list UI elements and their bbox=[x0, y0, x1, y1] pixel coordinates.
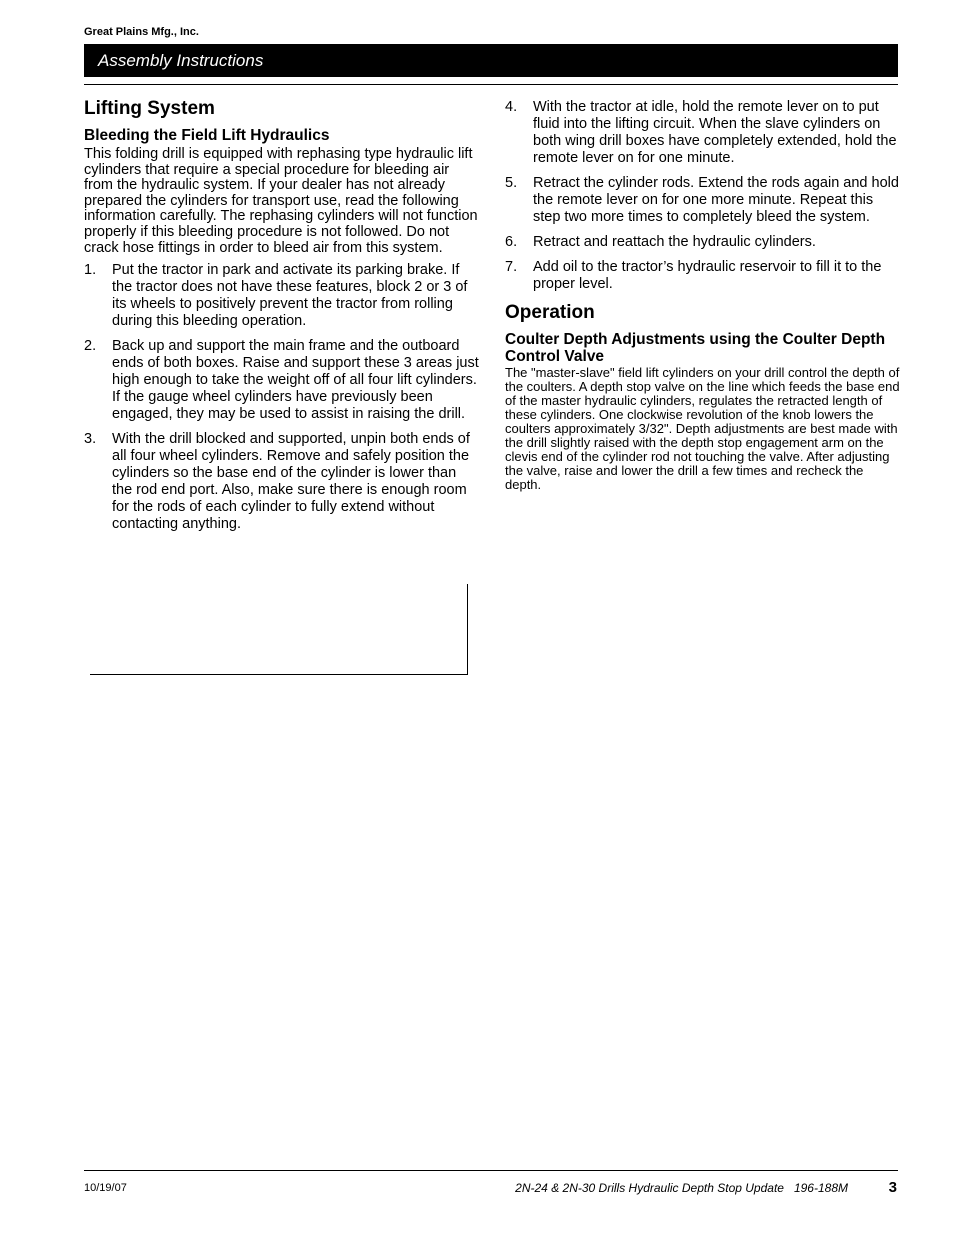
list-item bbox=[84, 262, 480, 330]
step-number: 3. bbox=[84, 431, 97, 448]
figure-box-border-right bbox=[467, 584, 468, 674]
company-name: Great Plains Mfg., Inc. bbox=[84, 26, 199, 38]
left-column bbox=[84, 97, 480, 541]
step-number: 5. bbox=[505, 175, 518, 191]
step-text: Back up and support the main frame and the outboard ends of both boxes. Raise and support these 3 areas just high enough to take the weight off of all four lift cylinders. If the gauge wheel cylinders have previously been engaged, they may be used to assist in raising the drill. bbox=[112, 338, 479, 423]
step-text: Retract the cylinder rods. Extend the rods again and hold the remote lever on for one more minute. Repeat this step two more times to completely bleed the system. bbox=[533, 175, 899, 225]
step-number: 4. bbox=[505, 99, 518, 115]
list-item bbox=[505, 175, 900, 226]
step-text: Put the tractor in park and activate its parking brake. If the tractor does not have these features, block 2 or 3 of its wheels to positively prevent the tractor from rolling during this bleeding operation. bbox=[112, 262, 468, 330]
section-banner bbox=[84, 44, 898, 77]
list-item bbox=[505, 259, 900, 293]
footer-document-title: 2N-24 & 2N-30 Drills Hydraulic Depth Stop Update 196-188M bbox=[515, 1181, 848, 1195]
lifting-system-heading: Lifting System bbox=[84, 98, 215, 119]
header-divider bbox=[84, 84, 898, 85]
page-number: 3 bbox=[888, 1179, 897, 1196]
operation-heading: Operation bbox=[505, 302, 595, 323]
step-text: Add oil to the tractor’s hydraulic reservoir to fill it to the proper level. bbox=[533, 259, 882, 292]
list-item bbox=[505, 234, 900, 251]
bleeding-intro-paragraph: This folding drill is equipped with rephasing type hydraulic lift cylinders that require a special procedure for bleeding air from the hydraulic system. If your dealer has not already prepared the cylinders for transport use, read the following information carefully. The rephasing cylinders will not function properly if this bleeding procedure is not followed. Do not crack hose fittings in order to bleed air from this system. bbox=[84, 146, 478, 256]
step-text: Retract and reattach the hydraulic cylinders. bbox=[533, 234, 816, 250]
step-number: 6. bbox=[505, 234, 518, 250]
list-item bbox=[84, 338, 480, 423]
right-column bbox=[505, 99, 900, 492]
bleeding-steps-list-part1 bbox=[84, 262, 480, 533]
coulter-depth-subheading: Coulter Depth Adjustments using the Coulter Depth Control Valve bbox=[505, 331, 886, 365]
step-number: 2. bbox=[84, 338, 97, 355]
figure-box-border-bottom bbox=[90, 674, 468, 675]
list-item bbox=[505, 99, 900, 167]
step-text: With the tractor at idle, hold the remote lever on to put fluid into the lifting circuit. When the slave cylinders on both wing drill boxes have completely extended, hold the remote lever on for one minute. bbox=[533, 99, 897, 166]
bleeding-steps-list-part2 bbox=[505, 99, 900, 293]
coulter-depth-paragraph: The "master-slave" field lift cylinders on your drill control the depth of the coulters. A depth stop valve on the line which feeds the base end of the master hydraulic cylinders, regulates the retracted length of these cylinders. One clockwise revolution of the knob lowers the coulters approximately 3/32". Depth adjustments are best made with the drill slightly raised with the depth stop engagement arm on the clevis end of the cylinder rod not touching the valve. After adjusting the valve, raise and lower the drill a few times and recheck the depth. bbox=[505, 365, 900, 492]
section-title: Assembly Instructions bbox=[98, 51, 264, 70]
footer-divider bbox=[84, 1170, 898, 1171]
step-text: With the drill blocked and supported, unpin both ends of all four wheel cylinders. Remove and safely position the cylinders so the base end of the cylinder is lower than the rod end port. Also, make sure there is enough room for the rods of each cylinder to fully extend without contacting anything. bbox=[112, 431, 470, 533]
step-number: 7. bbox=[505, 259, 518, 275]
list-item bbox=[84, 431, 480, 533]
bleeding-subheading: Bleeding the Field Lift Hydraulics bbox=[84, 127, 330, 144]
step-number: 1. bbox=[84, 262, 97, 279]
footer-date: 10/19/07 bbox=[84, 1182, 127, 1194]
